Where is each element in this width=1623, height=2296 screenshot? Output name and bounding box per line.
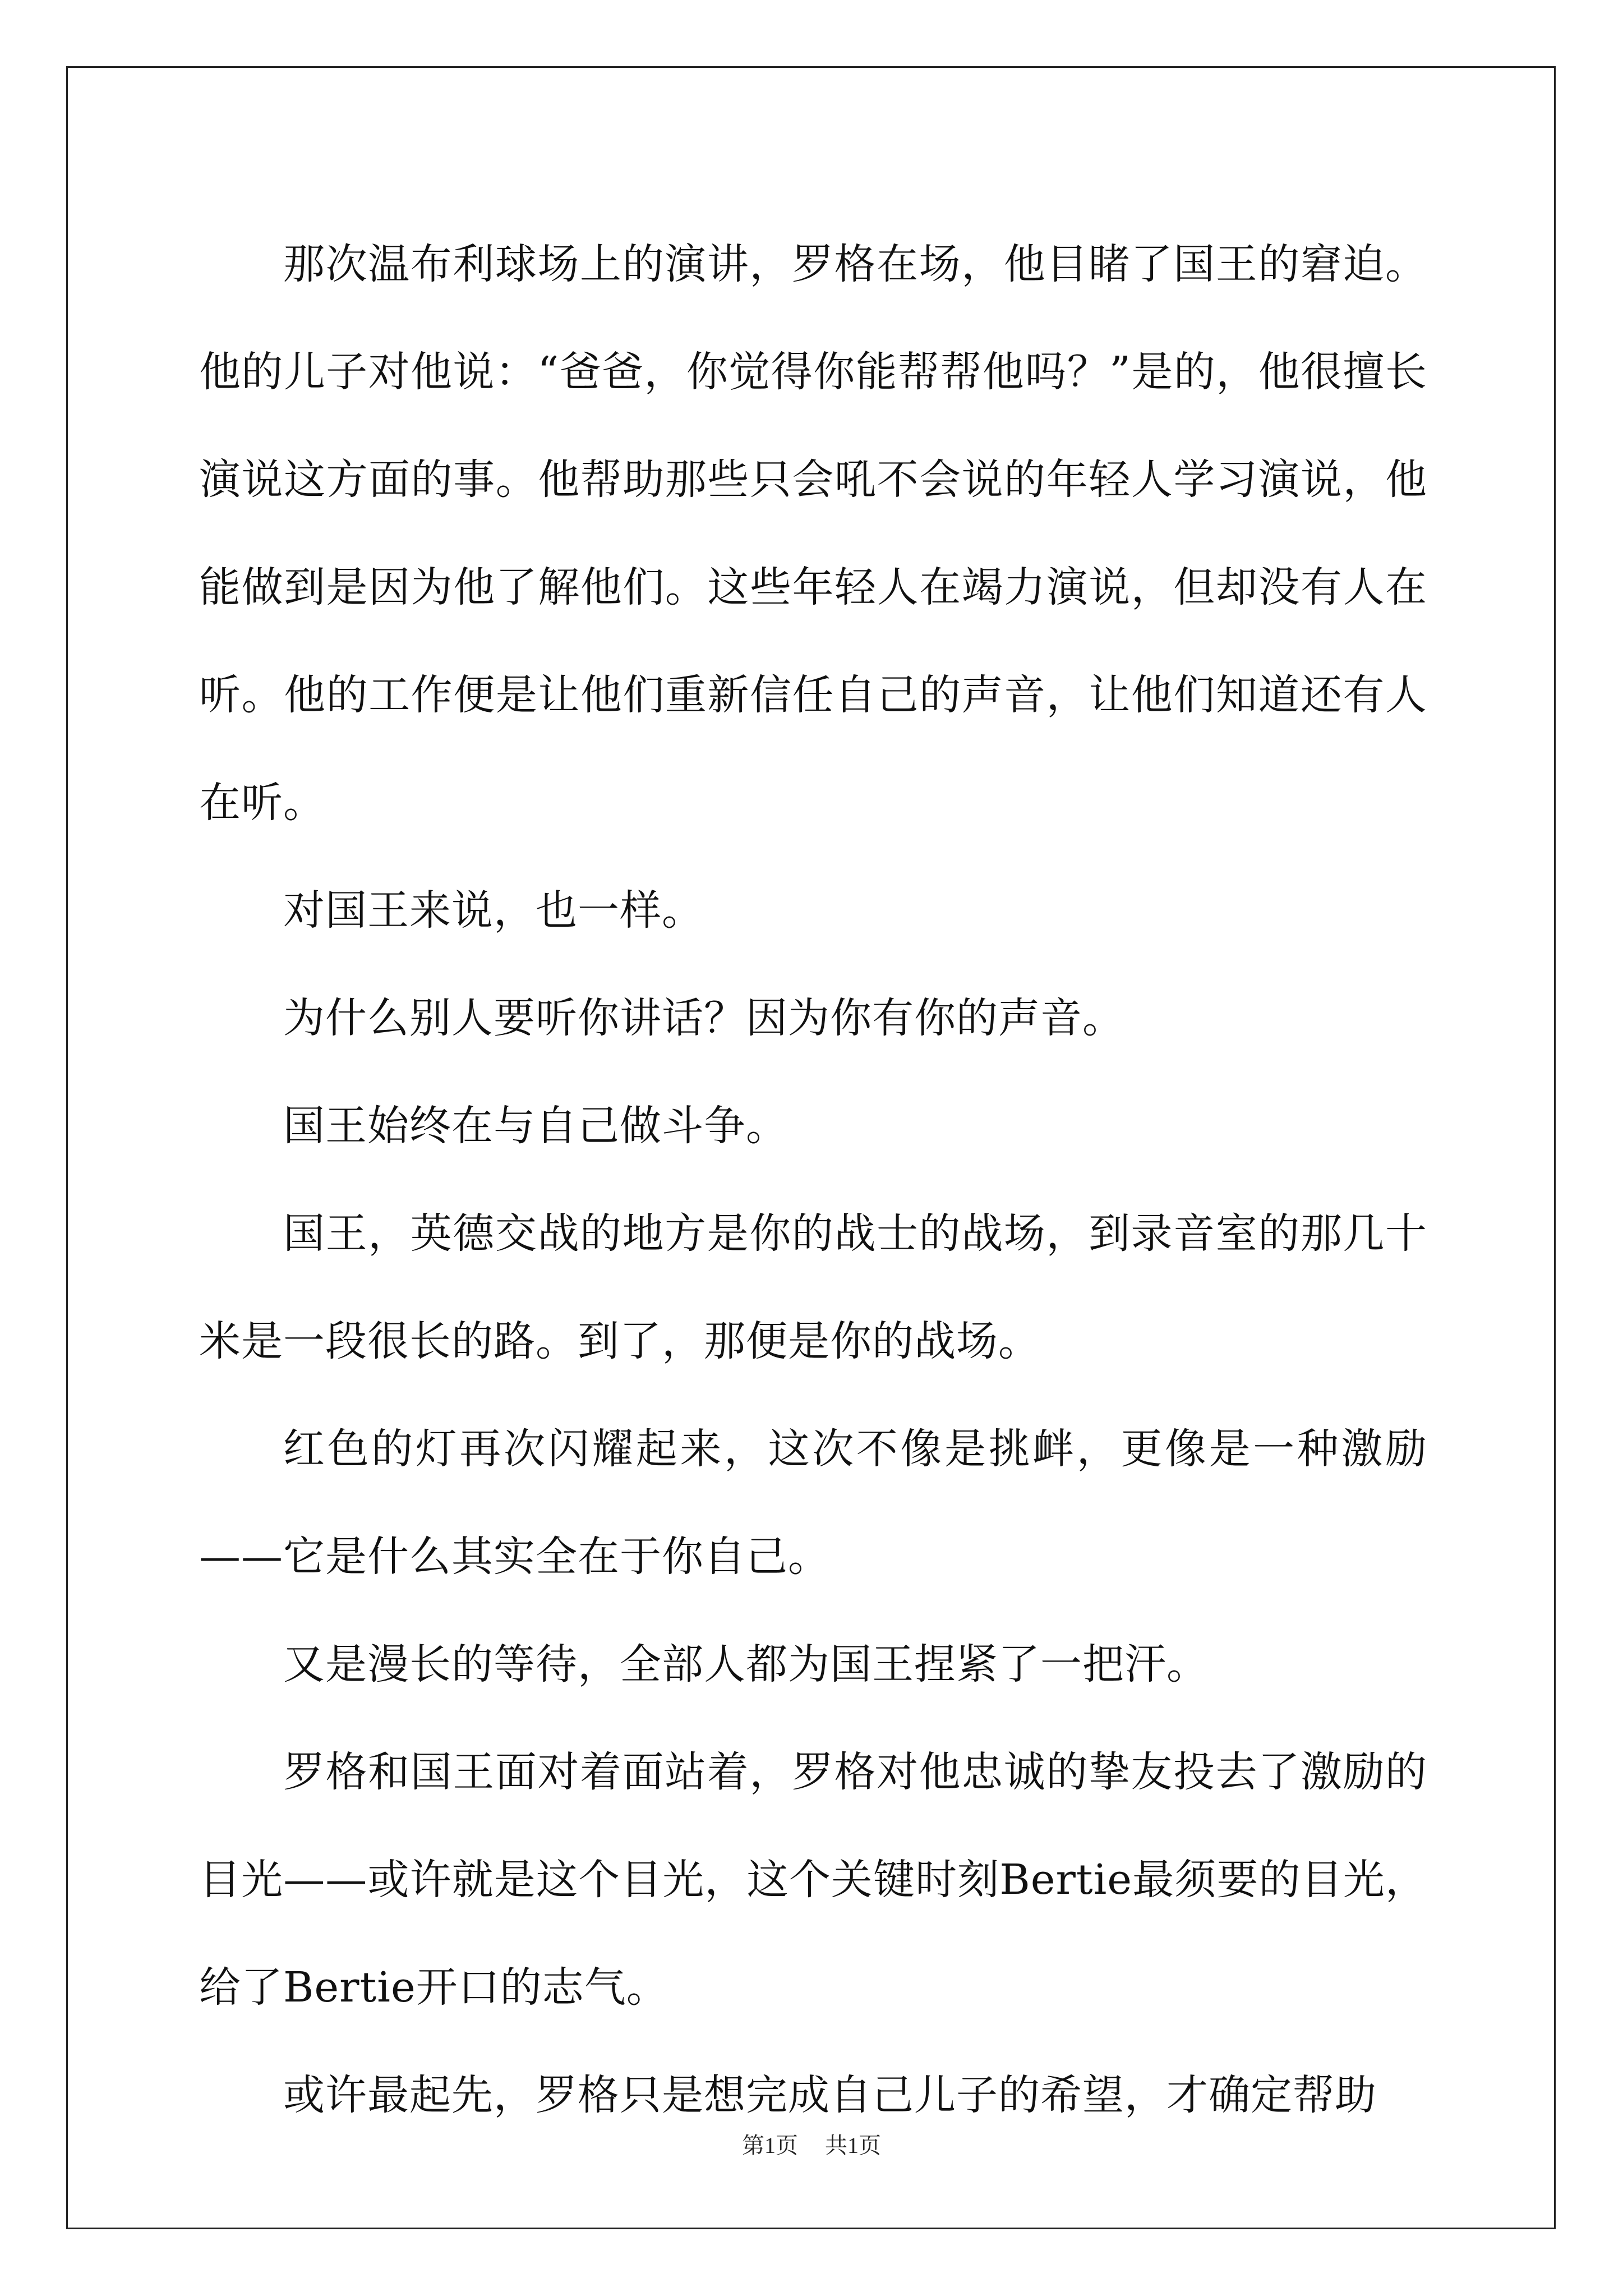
paragraph: 对国王来说，也一样。: [283, 886, 704, 935]
paragraph: 国王始终在与自己做斗争。: [283, 1102, 788, 1150]
paragraph: 或许最起先，罗格只是想完成自己儿子的希望，才确定帮助: [283, 2071, 1377, 2119]
document-body: [199, 210, 1427, 2149]
paragraph: 又是漫长的等待，全部人都为国王捏紧了一把汗。: [283, 1640, 1209, 1688]
paragraph: 国王，英德交战的地方是你的战士的战场，到录音室的那几十米是一段很长的路。到了，那便是你的战场。: [199, 1209, 1427, 1365]
paragraph: 罗格和国王面对着面站着，罗格对他忠诚的挚友投去了激励的目光——或许就是这个目光，这个关键时刻Bertie最须要的目光，给了Bertie开口的志气。: [199, 1748, 1427, 2012]
page-total: 共1页: [825, 2133, 881, 2158]
paragraph: 那次温布利球场上的演讲，罗格在场，他目睹了国王的窘迫。他的儿子对他说：“爸爸，你觉得你能帮帮他吗？”是的，他很擅长演说这方面的事。他帮助那些只会吼不会说的年轻人学习演说，他能做到是因为他了解他们。这些年轻人在竭力演说，但却没有人在听。他的工作便是让他们重新信任自己的声音，让他们知道还有人在听。: [199, 240, 1427, 827]
paragraph: 为什么别人要听你讲话？因为你有你的声音。: [283, 994, 1124, 1042]
page-footer: [0, 2128, 1623, 2160]
paragraph: 红色的灯再次闪耀起来，这次不像是挑衅，更像是一种激励——它是什么其实全在于你自己。: [199, 1425, 1427, 1581]
page-number: 第1页: [742, 2133, 798, 2158]
